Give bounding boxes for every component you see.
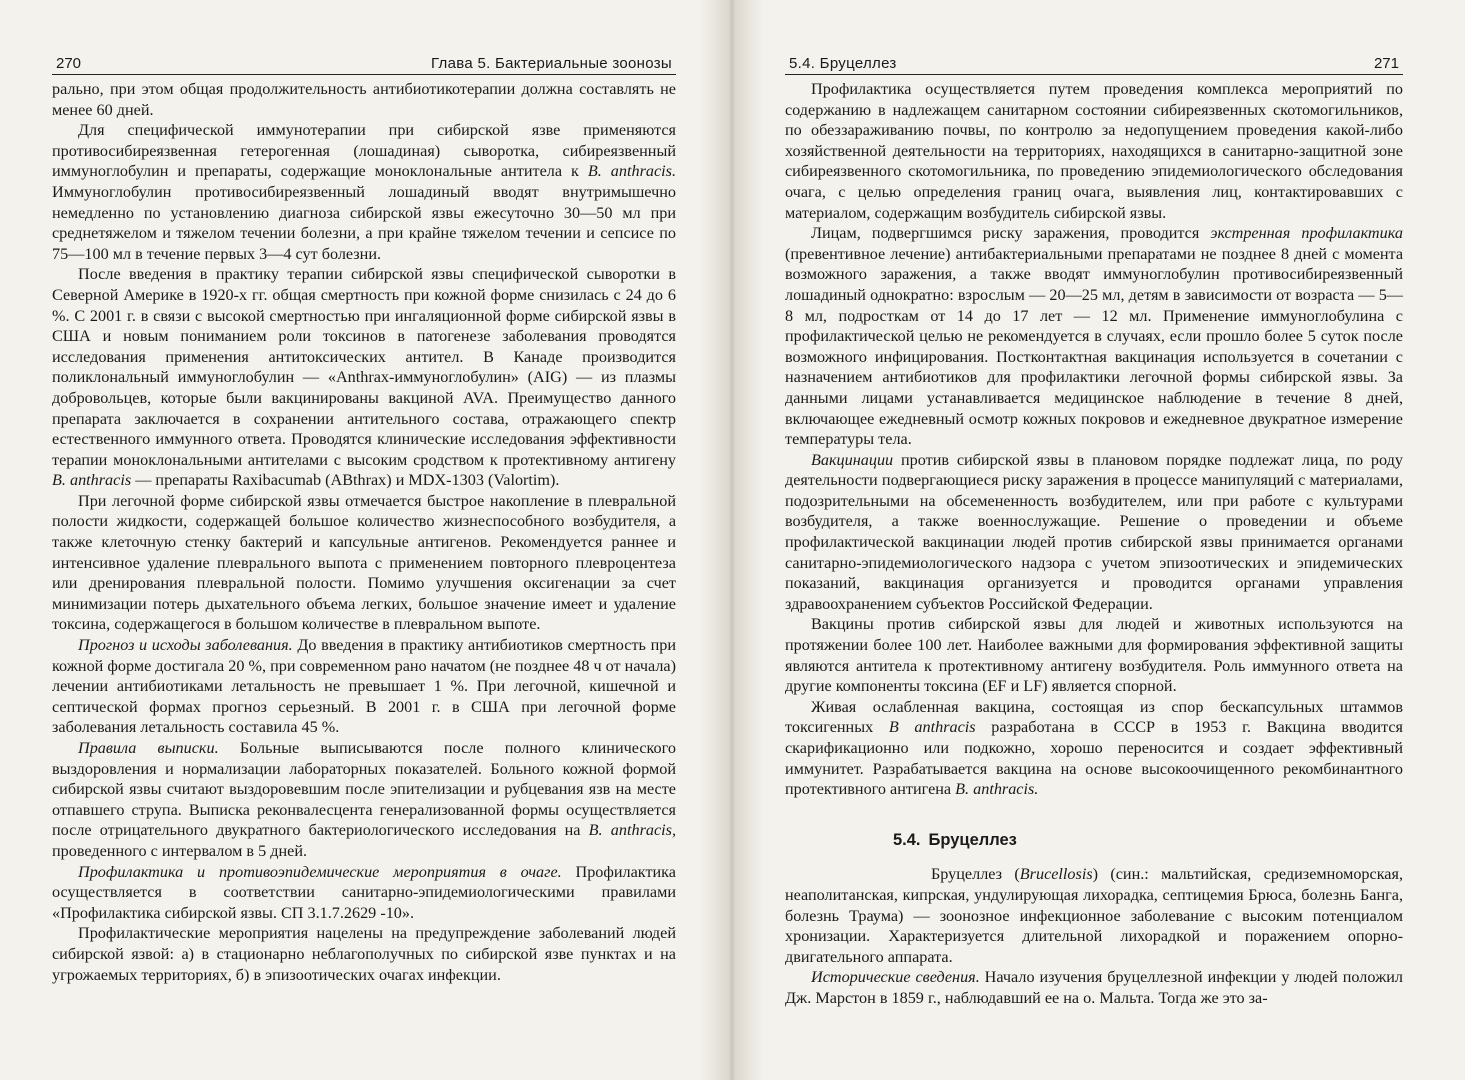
left-running-head [52,50,676,75]
right-page [785,50,1403,1060]
paragraph: Живая ослабленная вакцина, состоящая из спор бескапсульных штаммов токсигенных B anthracis разработана в СССР в 1953 г. Вакцина вводится скарификационно или подкожно, хорошо переносится и создает эффективный иммунитет. Разрабатывается вакцина на основе высокоочищенного рекомбинантного протективного антигена B. anthracis. [785,697,1403,799]
book-gutter [700,0,764,1080]
section-number: 5.4. [893,830,921,849]
left-page [52,50,676,1060]
right-page-number: 271 [1373,55,1399,72]
paragraph: Вакцинации против сибирской язвы в плановом порядке подлежат лица, по роду деятельности подвергающиеся риску заражения в процессе манипуляций с материалами, подозрительными на обсемененность возбудителем, или при работе с культурами возбудителя, а также военнослужащие. Решение о проведении и объеме профилактической вакцинации людей против сибирской язвы принимается органами санитарно-эпидемиологического надзора с учетом эпизоотических и эпидемических показаний, вакцинация организуется и проводится органами управления здравоохранением субъектов Российской Федерации. [785,450,1403,613]
paragraph: Вакцины против сибирской язвы для людей и животных используются на протяжении более 100 лет. Наиболее важными для формирования эффективной защиты являются антитела к протективному антигену возбудителя. Роль иммунного ответа на другие компоненты токсина (EF и LF) является спорной. [785,615,1403,696]
left-chapter-title: Глава 5. Бактериальные зоонозы [430,55,672,72]
right-running-head [785,50,1403,75]
left-body-text [52,79,676,985]
paragraph: Правила выписки. Больные выписываются после полного клинического выздоровления и нормализации лабораторных показателей. Больного кожной формой сибирской язвы считают выздоровевшим после эпителизации и рубцевания язв на месте отпавшего струпа. Выписка реконвалесцента генерализованной формы осуществляется после отрицательного двукратного бактериологического исследования на B. anthracis, проведенного с интервалом в 5 дней. [52,739,676,860]
paragraph: Профилактика осуществляется путем проведения комплекса мероприятий по содержанию в надлежащем санитарном состоянии сибиреязвенных скотомогильников, по обеззараживанию почвы, по контролю за недопущением проведения какой-либо хозяйственной деятельности на территориях, находящихся в санитарно-защитной зоне сибиреязвенного скотомогильника, по проведению эпидемиологического обследования очага, с целью определения границ очага, выявления лиц, контактировавших с материалом, содержащим возбудитель сибирской язвы. [785,80,1403,222]
paragraph: После введения в практику терапии сибирской язвы специфической сыворотки в Северной Америке в 1920-х гг. общая смертность при кожной форме снизилась с 24 до 6 %. С 2001 г. в связи с высокой смертностью при ингаляционной форме сибирской язвы в США и новым пониманием роли токсинов в патогенезе заболевания проводятся исследования применения антитоксических антител. В Канаде производится поликлональный иммуноглобулин — «Anthrax-иммуноглобулин» (AIG) — из плазмы добровольцев, которые были вакцинированы вакциной AVA. Преимущество данного препарата заключается в сохранении антительного состава, отражающего спектр естественного иммунного ответа. Проводятся клинические исследования эффективности терапии моноклональными антителами с высоким сродством к протективному антигену B. anthracis — препараты Raxibacumab (ABthrax) и MDX-1303 (Valortim). [52,265,676,490]
right-section-title: 5.4. Бруцеллез [789,55,897,72]
left-page-number: 270 [56,55,82,72]
section-title: Бруцеллез [928,830,1017,849]
paragraph: Исторические сведения. Начало изучения бруцеллезной инфекции у людей положил Дж. Марстон в 1859 г., наблюдавший ее на о. Мальта. Тогда же это за- [785,968,1403,1007]
right-body-text [785,79,1403,1009]
paragraph: При легочной форме сибирской язвы отмечается быстрое накопление в плевральной полости жидкости, содержащей большое количество жизнеспособного возбудителя, а также клеточную стенку бактерий и капсульные антигенов. Рекомендуется раннее и интенсивное удаление плеврального выпота с применением повторного плевроцентеза или дренирования плевральной полости. Помимо улучшения оксигенации за счет минимизации потерь дыхательного объема легких, большое значение имеет и удаление токсина, содержащегося в большом количестве в плевральном выпоте. [52,491,676,634]
paragraph: рально, при этом общая продолжительность антибиотикотерапии должна составлять не менее 60 дней. [52,80,676,119]
paragraph: Бруцеллез (Brucellosis) (син.: мальтийская, средиземноморская, неаполитанская, кипрская, ундулирующая лихорадка, септицемия Брюса, болезнь Банга, болезнь Траума) — зоонозное инфекционное заболевание с высоким потенциалом хронизации. Характеризуется длительной лихорадкой и поражением опорно-двигательного аппарата. [785,865,1403,966]
paragraph: Для специфической иммунотерапии при сибирской язве применяются противосибиреязвенная гетерогенная (лошадиная) сыворотка, сибиреязвенный иммуноглобулин и препараты, содержащие моноклональные антитела к B. anthracis. Иммуноглобулин противосибиреязвенный лошадиный вводят внутримышечно немедленно по установлению диагноза сибирской язвы ежесуточно 30—50 мл при среднетяжелом и тяжелом течении болезни, а при крайне тяжелом течении и сепсисе по 75—100 мл в течение первых 3—4 сут болезни. [52,121,676,263]
paragraph: Лицам, подвергшимся риску заражения, проводится экстренная профилактика (превентивное лечение) антибактериальными препаратами не позднее 8 дней с момента возможного заражения, а также вводят иммуноглобулин противосибиреязвенный лошадиный однократно: взрослым — 20—25 мл, детям в зависимости от возраста — 5—8 мл, подросткам от 14 до 17 лет — 12 мл. Применение иммуноглобулина с профилактической целью не рекомендуется в случаях, если прошло более 5 суток после возможного инфицирования. Постконтактная вакцинация используется в сочетании с назначением антибиотиков для профилактики легочной формы сибирской язвы. За данными лицами устанавливается медицинское наблюдение в течение 8 дней, включающее ежедневный осмотр кожных покровов и ежедневное двукратное измерение температуры тела. [785,224,1403,449]
paragraph: Профилактика и противоэпидемические мероприятия в очаге. Профилактика осуществляется в соответствии санитарно-эпидемиологическими правилами «Профилактика сибирской язвы. СП 3.1.7.2629 -10». [52,862,676,922]
paragraph: Профилактические мероприятия нацелены на предупреждение заболеваний людей сибирской язвой: а) в стационарно неблагополучных по сибирской язве пунктах и на угрожаемых территориях, б) в эпизоотических очагах инфекции. [52,924,676,984]
section-heading [893,830,1403,851]
paragraph: Прогноз и исходы заболевания. До введения в практику антибиотиков смертность при кожной форме достигала 20 %, при современном рано начатом (не позднее 48 ч от начала) лечении антибиотиками летальность не превышает 1 %. При легочной, кишечной и септической формах прогноз серьезный. В 2001 г. в США при легочной форме заболевания летальность составила 45 %. [52,636,676,737]
